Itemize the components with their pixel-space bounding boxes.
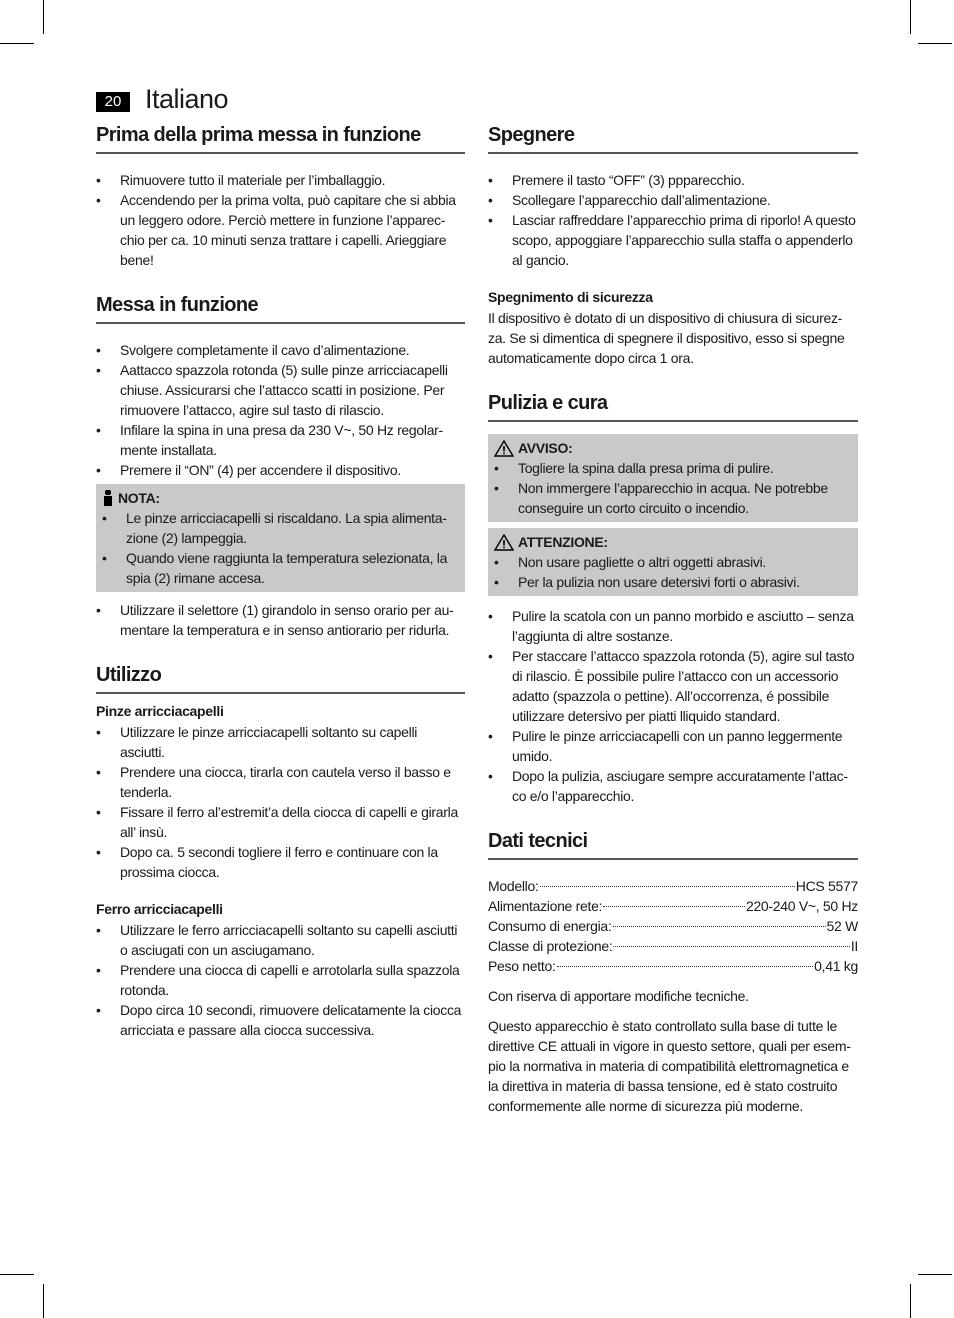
bullet-list bbox=[96, 722, 465, 882]
spec-label: Alimentazione rete: bbox=[488, 898, 603, 914]
list-item: • Per staccare l’attacco spazzola rotonda (5), agire sul tasto di rilascio. È possibile pulire l’attacco con un accessorio adatto (spazzola o pettine). All’occorrenza, é possibile utilizzare detersivo per piatti lliquido standard. bbox=[488, 646, 858, 726]
bullet-list bbox=[96, 340, 465, 480]
list-item: • Non immergere l’apparecchio in acqua. Ne potrebbe conseguire un corto circuito o incendio. bbox=[494, 478, 850, 518]
avviso-label: AVVISO: bbox=[518, 440, 573, 456]
list-item: • Dopo circa 10 secondi, rimuovere delicatamente la ciocca arricciata e passare alla ciocca successiva. bbox=[96, 1000, 465, 1040]
spec-value: 0,41 kg bbox=[814, 958, 858, 974]
crop-mark bbox=[43, 0, 44, 34]
spec-label: Modello: bbox=[488, 878, 539, 894]
avviso-box bbox=[488, 434, 858, 522]
list-item: • Svolgere completamente il cavo d’alimentazione. bbox=[96, 340, 465, 360]
paragraph: Questo apparecchio è stato controllato sulla base di tutte le direttive CE attuali in vigore in questo settore, quali per esem-pio la normativa in materia di compatibilità elettromagnetica e la direttiva in materia di bassa tensione, ed è stato costruito conformemente alle norme di sicurezza più moderne. bbox=[488, 1018, 851, 1114]
subsection-title: Spegnimento di sicurezza bbox=[488, 289, 653, 305]
spec-row bbox=[488, 896, 858, 916]
spec-value: II bbox=[850, 938, 858, 954]
list-item: • Rimuovere tutto il materiale per l’imballaggio. bbox=[96, 170, 465, 190]
crop-mark bbox=[910, 0, 911, 34]
crop-mark bbox=[43, 1284, 44, 1318]
list-item: • Accendendo per la prima volta, può capitare che si abbia un leggero odore. Perciò mettere in funzione l’apparec-chio per ca. 10 minuti senza trattare i capelli. Arieggiare bene! bbox=[96, 190, 465, 270]
attenzione-box bbox=[488, 528, 858, 596]
spec-value: 220-240 V~, 50 Hz bbox=[745, 898, 858, 914]
spec-value: HCS 5577 bbox=[795, 878, 858, 894]
bullet-list bbox=[494, 458, 850, 518]
section-pulizia bbox=[488, 390, 858, 806]
list-item: • Premere il tasto “OFF” (3) ppparecchio. bbox=[488, 170, 858, 190]
bullet-list bbox=[96, 600, 465, 640]
section-dati-tecnici bbox=[488, 828, 858, 1116]
crop-mark bbox=[910, 1284, 911, 1318]
paragraph: Con riserva di apportare modifiche tecniche. bbox=[488, 988, 749, 1004]
list-item: • Non usare pagliette o altri oggetti abrasivi. bbox=[494, 552, 850, 572]
attenzione-label: ATTENZIONE: bbox=[518, 534, 608, 550]
page-title: Italiano bbox=[145, 84, 229, 114]
list-item: • Premere il “ON” (4) per accendere il dispositivo. bbox=[96, 460, 465, 480]
paragraph: Il dispositivo è dotato di un dispositivo di chiusura di sicurez-za. Se si dimentica di spegnere il dispositivo, esso si spegne automaticamente dopo circa 1 ora. bbox=[488, 310, 845, 366]
list-item: • Togliere la spina dalla presa prima di pulire. bbox=[494, 458, 850, 478]
list-item: • Dopo la pulizia, asciugare sempre accuratamente l’attac-co e/o l’apparecchio. bbox=[488, 766, 858, 806]
list-item: • Utilizzare il selettore (1) girandolo in senso orario per au-mentare la temperatura e in senso antiorario per ridurla. bbox=[96, 600, 465, 640]
crop-mark bbox=[918, 1274, 952, 1275]
list-item: • Prendere una ciocca, tirarla con cautela verso il basso e tenderla. bbox=[96, 762, 465, 802]
page-number: 20 bbox=[96, 92, 130, 112]
list-item: • Utilizzare le pinze arricciacapelli soltanto su capelli asciutti. bbox=[96, 722, 465, 762]
warning-icon bbox=[494, 440, 514, 457]
bullet-list bbox=[488, 170, 858, 270]
list-item: • Scollegare l’apparecchio dall’alimentazione. bbox=[488, 190, 858, 210]
avviso-title bbox=[494, 438, 850, 458]
list-item: • Quando viene raggiunta la temperatura selezionata, la spia (2) rimane accesa. bbox=[102, 548, 457, 588]
section-prima-messa bbox=[96, 122, 465, 270]
section-spegnere bbox=[488, 122, 858, 368]
list-item: • Prendere una ciocca di capelli e arrotolarla sulla spazzola rotonda. bbox=[96, 960, 465, 1000]
list-item: • Le pinze arricciacapelli si riscaldano. La spia alimenta-zione (2) lampeggia. bbox=[102, 508, 457, 548]
spec-label: Peso netto: bbox=[488, 958, 556, 974]
list-item: • Infilare la spina in una presa da 230 V~, 50 Hz regolar-mente installata. bbox=[96, 420, 465, 460]
list-item: • Aattacco spazzola rotonda (5) sulle pinze arricciacapelli chiuse. Assicurarsi che l’attacco scatti in posizione. Per rimuovere l’attacco, agire sul tasto di rilascio. bbox=[96, 360, 465, 420]
spec-row bbox=[488, 916, 858, 936]
attenzione-title bbox=[494, 532, 850, 552]
spec-row bbox=[488, 956, 858, 976]
subsection-title: Pinze arricciacapelli bbox=[96, 703, 224, 719]
section-messa-in-funzione bbox=[96, 292, 465, 640]
list-item: • Pulire la scatola con un panno morbido e asciutto – senza l’aggiunta di altre sostanze. bbox=[488, 606, 858, 646]
nota-box bbox=[96, 484, 465, 592]
section-title: Pulizia e cura bbox=[488, 390, 858, 422]
list-item: • Lasciar raffreddare l’apparecchio prima di riporlo! A questo scopo, appoggiare l’apparecchio sulla staffa o appenderlo al gancio. bbox=[488, 210, 858, 270]
info-icon bbox=[102, 489, 114, 507]
bullet-list bbox=[488, 606, 858, 806]
bullet-list bbox=[102, 508, 457, 588]
bullet-list bbox=[96, 170, 465, 270]
subsection-title: Ferro arricciacapelli bbox=[96, 901, 223, 917]
right-column bbox=[488, 122, 858, 1138]
nota-label: NOTA: bbox=[118, 490, 160, 506]
warning-icon bbox=[494, 534, 514, 551]
spec-table bbox=[488, 876, 858, 976]
section-title: Dati tecnici bbox=[488, 828, 858, 860]
bullet-list bbox=[494, 552, 850, 592]
spec-row bbox=[488, 876, 858, 896]
section-title: Utilizzo bbox=[96, 662, 465, 694]
spec-value: 52 W bbox=[826, 918, 858, 934]
section-title: Prima della prima messa in funzione bbox=[96, 122, 465, 154]
left-column bbox=[96, 122, 465, 1062]
crop-mark bbox=[918, 43, 952, 44]
crop-mark bbox=[0, 43, 34, 44]
list-item: • Utilizzare le ferro arricciacapelli soltanto su capelli asciutti o asciugati con un asciugamano. bbox=[96, 920, 465, 960]
spec-label: Classe di protezione: bbox=[488, 938, 613, 954]
section-title: Messa in funzione bbox=[96, 292, 465, 324]
list-item: • Pulire le pinze arricciacapelli con un panno leggermente umido. bbox=[488, 726, 858, 766]
spec-row bbox=[488, 936, 858, 956]
section-utilizzo bbox=[96, 662, 465, 1040]
nota-title bbox=[102, 488, 457, 508]
list-item: • Dopo ca. 5 secondi togliere il ferro e continuare con la prossima ciocca. bbox=[96, 842, 465, 882]
spec-label: Consumo di energia: bbox=[488, 918, 612, 934]
list-item: • Fissare il ferro al’estremit’a della ciocca di capelli e girarla all’ insù. bbox=[96, 802, 465, 842]
list-item: • Per la pulizia non usare detersivi forti o abrasivi. bbox=[494, 572, 850, 592]
bullet-list bbox=[96, 920, 465, 1040]
crop-mark bbox=[0, 1274, 34, 1275]
section-title: Spegnere bbox=[488, 122, 858, 154]
